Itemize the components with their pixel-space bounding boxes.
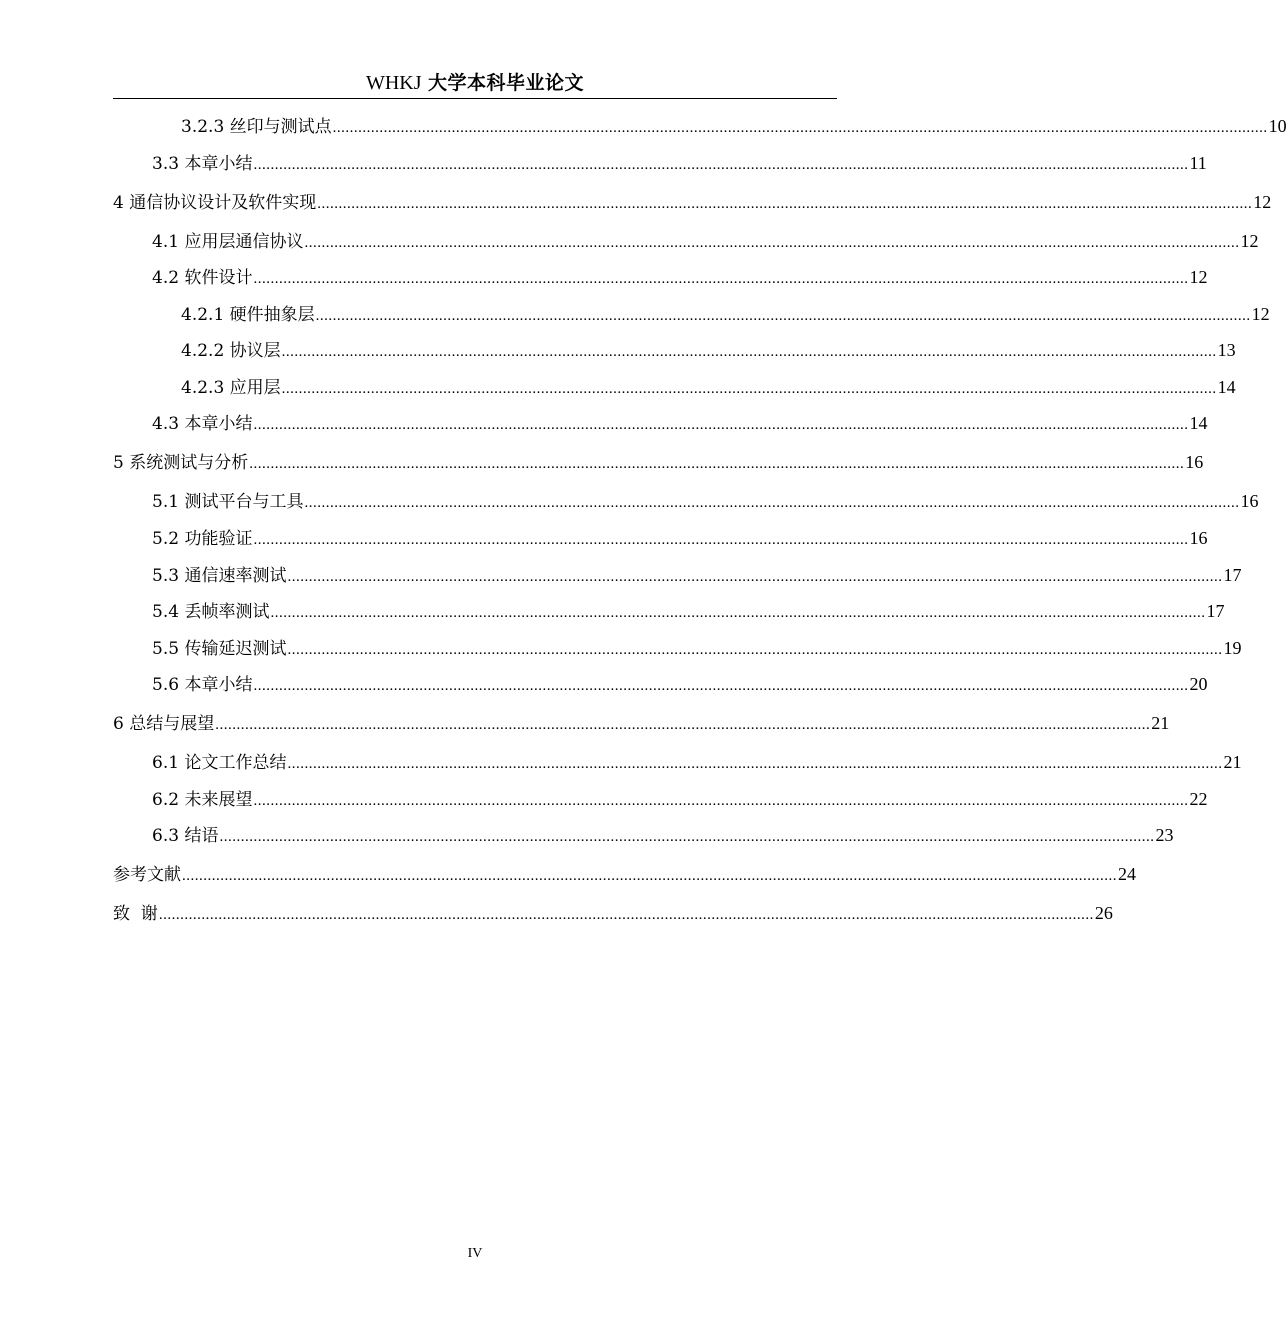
toc-leader-dots: ............................................................................................................................................................................................................................ — [287, 569, 1223, 585]
toc-entry-page: 14 — [1217, 377, 1236, 397]
toc-leader-dots: ............................................................................................................................................................................................................................ — [182, 868, 1117, 884]
toc-entry-label: 6 总结与展望 — [113, 714, 215, 734]
toc-entry-page: 22 — [1189, 789, 1208, 809]
toc-entry-page: 16 — [1185, 452, 1204, 472]
toc-entry[interactable] — [113, 338, 1236, 362]
footer-page-number: IV — [467, 1246, 483, 1261]
toc-leader-dots: ............................................................................................................................................................................................................................ — [315, 308, 1251, 324]
header-title — [113, 68, 837, 98]
toc-leader-dots: ............................................................................................................................................................................................................................ — [317, 196, 1253, 212]
toc-entry-label: 4.2.3 应用层 — [181, 378, 281, 398]
toc-entry-label: 5.1 测试平台与工具 — [152, 492, 304, 512]
toc-entry-page: 17 — [1223, 565, 1242, 585]
toc-leader-dots: ............................................................................................................................................................................................................................ — [253, 678, 1189, 694]
toc-entry-label: 4.2.2 协议层 — [181, 341, 281, 361]
toc-entry[interactable] — [113, 862, 1136, 886]
toc-leader-dots: ............................................................................................................................................................................................................................ — [253, 417, 1189, 433]
toc-entry[interactable] — [113, 563, 1242, 587]
toc-entry-page: 20 — [1189, 674, 1208, 694]
toc-entry-label: 5.4 丢帧率测试 — [152, 602, 270, 622]
toc-entry-page: 14 — [1189, 413, 1208, 433]
toc-entry-page: 26 — [1094, 903, 1113, 923]
toc-entry[interactable] — [113, 302, 1270, 326]
toc-entry[interactable] — [113, 711, 1170, 735]
toc-leader-dots: ............................................................................................................................................................................................................................ — [281, 344, 1217, 360]
toc-entry[interactable] — [113, 411, 1208, 435]
toc-entry[interactable] — [113, 526, 1208, 550]
toc-entry-page: 23 — [1155, 825, 1174, 845]
toc-leader-dots: ............................................................................................................................................................................................................................ — [253, 271, 1189, 287]
toc-entry-page: 19 — [1223, 638, 1242, 658]
toc-leader-dots: ............................................................................................................................................................................................................................ — [158, 907, 1094, 923]
toc-entry-page: 10 — [1268, 116, 1287, 136]
toc-entry-page: 21 — [1151, 713, 1170, 733]
toc-leader-dots: ............................................................................................................................................................................................................................ — [287, 642, 1223, 658]
toc-entry[interactable] — [113, 787, 1208, 811]
toc-leader-dots: ............................................................................................................................................................................................................................ — [253, 793, 1189, 809]
toc-entry-label: 5.5 传输延迟测试 — [152, 639, 287, 659]
toc-entry-label: 参考文献 — [113, 865, 181, 885]
toc-entry[interactable] — [113, 151, 1207, 175]
toc-leader-dots: ............................................................................................................................................................................................................................ — [304, 495, 1240, 511]
toc-leader-dots: ............................................................................................................................................................................................................................ — [281, 381, 1217, 397]
toc-leader-dots: ............................................................................................................................................................................................................................ — [253, 532, 1189, 548]
toc-entry-label: 4.2.1 硬件抽象层 — [181, 305, 315, 325]
toc-entry[interactable] — [113, 599, 1225, 623]
toc-entry-page: 24 — [1118, 864, 1136, 884]
toc-entry[interactable] — [113, 489, 1259, 513]
header-title-cjk: 大学本科毕业论文 — [428, 72, 585, 94]
toc-entry[interactable] — [113, 190, 1272, 214]
toc-entry-page: 12 — [1251, 304, 1270, 324]
toc-entry-label: 5.3 通信速率测试 — [152, 566, 287, 586]
toc-entry-page: 13 — [1217, 340, 1236, 360]
toc-entry[interactable] — [113, 229, 1259, 253]
toc-entry-page: 16 — [1189, 528, 1208, 548]
toc-leader-dots: ............................................................................................................................................................................................................................ — [219, 829, 1155, 845]
toc-entry[interactable] — [113, 636, 1242, 660]
toc-entry-label: 4 通信协议设计及软件实现 — [113, 193, 317, 213]
toc-entry-page: 17 — [1206, 601, 1225, 621]
toc-entry-label: 6.1 论文工作总结 — [152, 753, 287, 773]
toc-entry-label: 3.3 本章小结 — [152, 154, 253, 174]
toc-leader-dots: ............................................................................................................................................................................................................................ — [249, 456, 1185, 472]
toc-entry-page: 12 — [1240, 231, 1259, 251]
toc-entry[interactable] — [113, 823, 1174, 847]
toc-leader-dots: ............................................................................................................................................................................................................................ — [215, 717, 1151, 733]
toc-leader-dots: ............................................................................................................................................................................................................................ — [304, 235, 1240, 251]
toc-entry-label: 4.1 应用层通信协议 — [152, 232, 304, 252]
toc-entry-page: 16 — [1240, 491, 1259, 511]
toc-entry[interactable] — [113, 672, 1208, 696]
toc-leader-dots: ............................................................................................................................................................................................................................ — [253, 157, 1189, 173]
toc-entry-label: 4.2 软件设计 — [152, 268, 253, 288]
toc-leader-dots: ............................................................................................................................................................................................................................ — [270, 605, 1206, 621]
toc-entry-label: 6.2 未来展望 — [152, 790, 253, 810]
header-title-latin: WHKJ — [365, 72, 422, 94]
toc-entry[interactable] — [113, 901, 1113, 925]
toc-leader-dots: ............................................................................................................................................................................................................................ — [287, 756, 1223, 772]
toc-entry-label: 5.2 功能验证 — [152, 529, 253, 549]
toc-entry-label: 3.2.3 丝印与测试点 — [181, 117, 332, 137]
toc-entry-label: 5 系统测试与分析 — [113, 453, 249, 473]
toc-entry-page: 21 — [1223, 752, 1242, 772]
toc-leader-dots: ............................................................................................................................................................................................................................ — [332, 120, 1268, 136]
toc-entry-label: 6.3 结语 — [152, 826, 219, 846]
toc-entry-page: 11 — [1189, 153, 1207, 173]
toc-entry-label: 4.3 本章小结 — [152, 414, 253, 434]
toc-entry-label: 致 谢 — [113, 904, 158, 924]
page-header — [113, 68, 837, 99]
toc-entry[interactable] — [113, 114, 1287, 138]
toc-entry[interactable] — [113, 450, 1204, 474]
toc-entry[interactable] — [113, 375, 1236, 399]
toc-entry-page: 12 — [1189, 267, 1208, 287]
toc-entry-page: 12 — [1253, 192, 1272, 212]
toc-entry[interactable] — [113, 750, 1242, 774]
toc-entry[interactable] — [113, 265, 1208, 289]
toc-entry-label: 5.6 本章小结 — [152, 675, 253, 695]
